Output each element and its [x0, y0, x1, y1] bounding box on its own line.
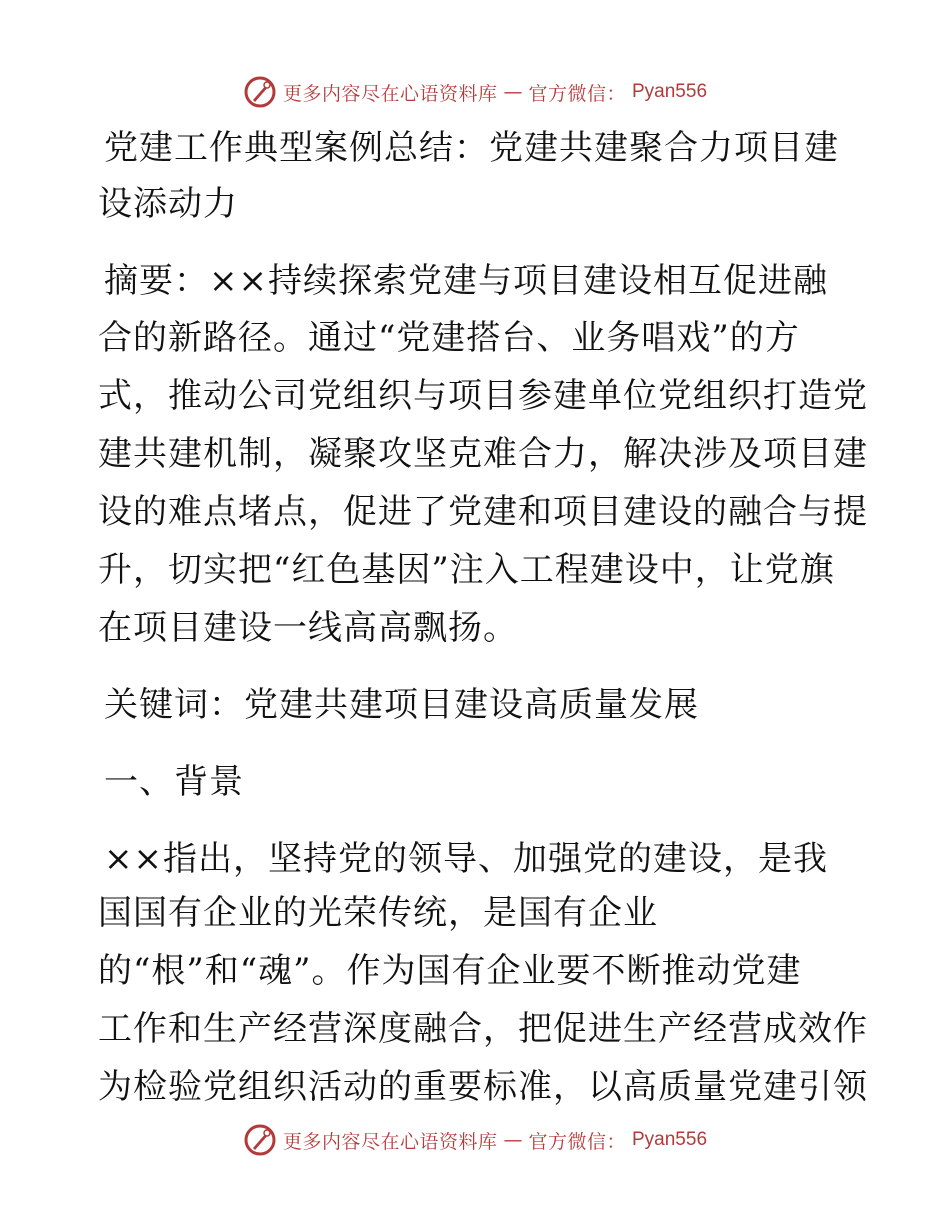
keywords-line: 关键词：党建共建项目建设高质量发展 — [104, 685, 699, 725]
body-line: 为检验党组织活动的重要标准，以高质量党建引领 — [98, 1067, 868, 1107]
body-line: 的“根”和“魂”。作为国有企业要不断推动党建 — [98, 951, 802, 991]
watermark-footer — [0, 1120, 950, 1160]
watermark-text: 更多内容尽在心语资料库 — [282, 1130, 498, 1153]
abstract-line: 升，切实把“红色基因”注入工程建设中，让党旗 — [98, 550, 835, 590]
section-heading: 一、背景 — [104, 762, 244, 802]
watermark-dash: — — [503, 1129, 523, 1151]
quill-logo-icon — [243, 1123, 277, 1157]
abstract-line: 摘要：××持续探索党建与项目建设相互促进融 — [104, 261, 828, 301]
watermark-dash: — — [503, 81, 523, 103]
abstract-line: 式，推动公司党组织与项目参建单位党组织打造党 — [98, 376, 868, 416]
watermark-label: 官方微信： — [528, 1130, 626, 1153]
watermark-label: 官方微信： — [528, 82, 626, 105]
abstract-line: 在项目建设一线高高飘扬。 — [98, 608, 518, 648]
watermark-account: Pyan556 — [632, 1129, 708, 1150]
body-line: 国国有企业的光荣传统，是国有企业 — [98, 893, 658, 933]
watermark-header — [0, 72, 950, 112]
abstract-line: 建共建机制，凝聚攻坚克难合力，解决涉及项目建 — [98, 434, 868, 474]
document-title-line-2: 设添动力 — [98, 184, 238, 224]
watermark-text: 更多内容尽在心语资料库 — [282, 82, 498, 105]
quill-logo-icon — [243, 75, 277, 109]
abstract-line: 合的新路径。通过“党建搭台、业务唱戏”的方 — [98, 318, 800, 358]
body-line: 工作和生产经营深度融合，把促进生产经营成效作 — [98, 1009, 868, 1049]
body-line: ××指出，坚持党的领导、加强党的建设，是我 — [104, 839, 828, 879]
watermark-account: Pyan556 — [632, 81, 708, 102]
abstract-line: 设的难点堵点，促进了党建和项目建设的融合与提 — [98, 492, 868, 532]
document-title-line-1: 党建工作典型案例总结：党建共建聚合力项目建 — [104, 128, 839, 168]
